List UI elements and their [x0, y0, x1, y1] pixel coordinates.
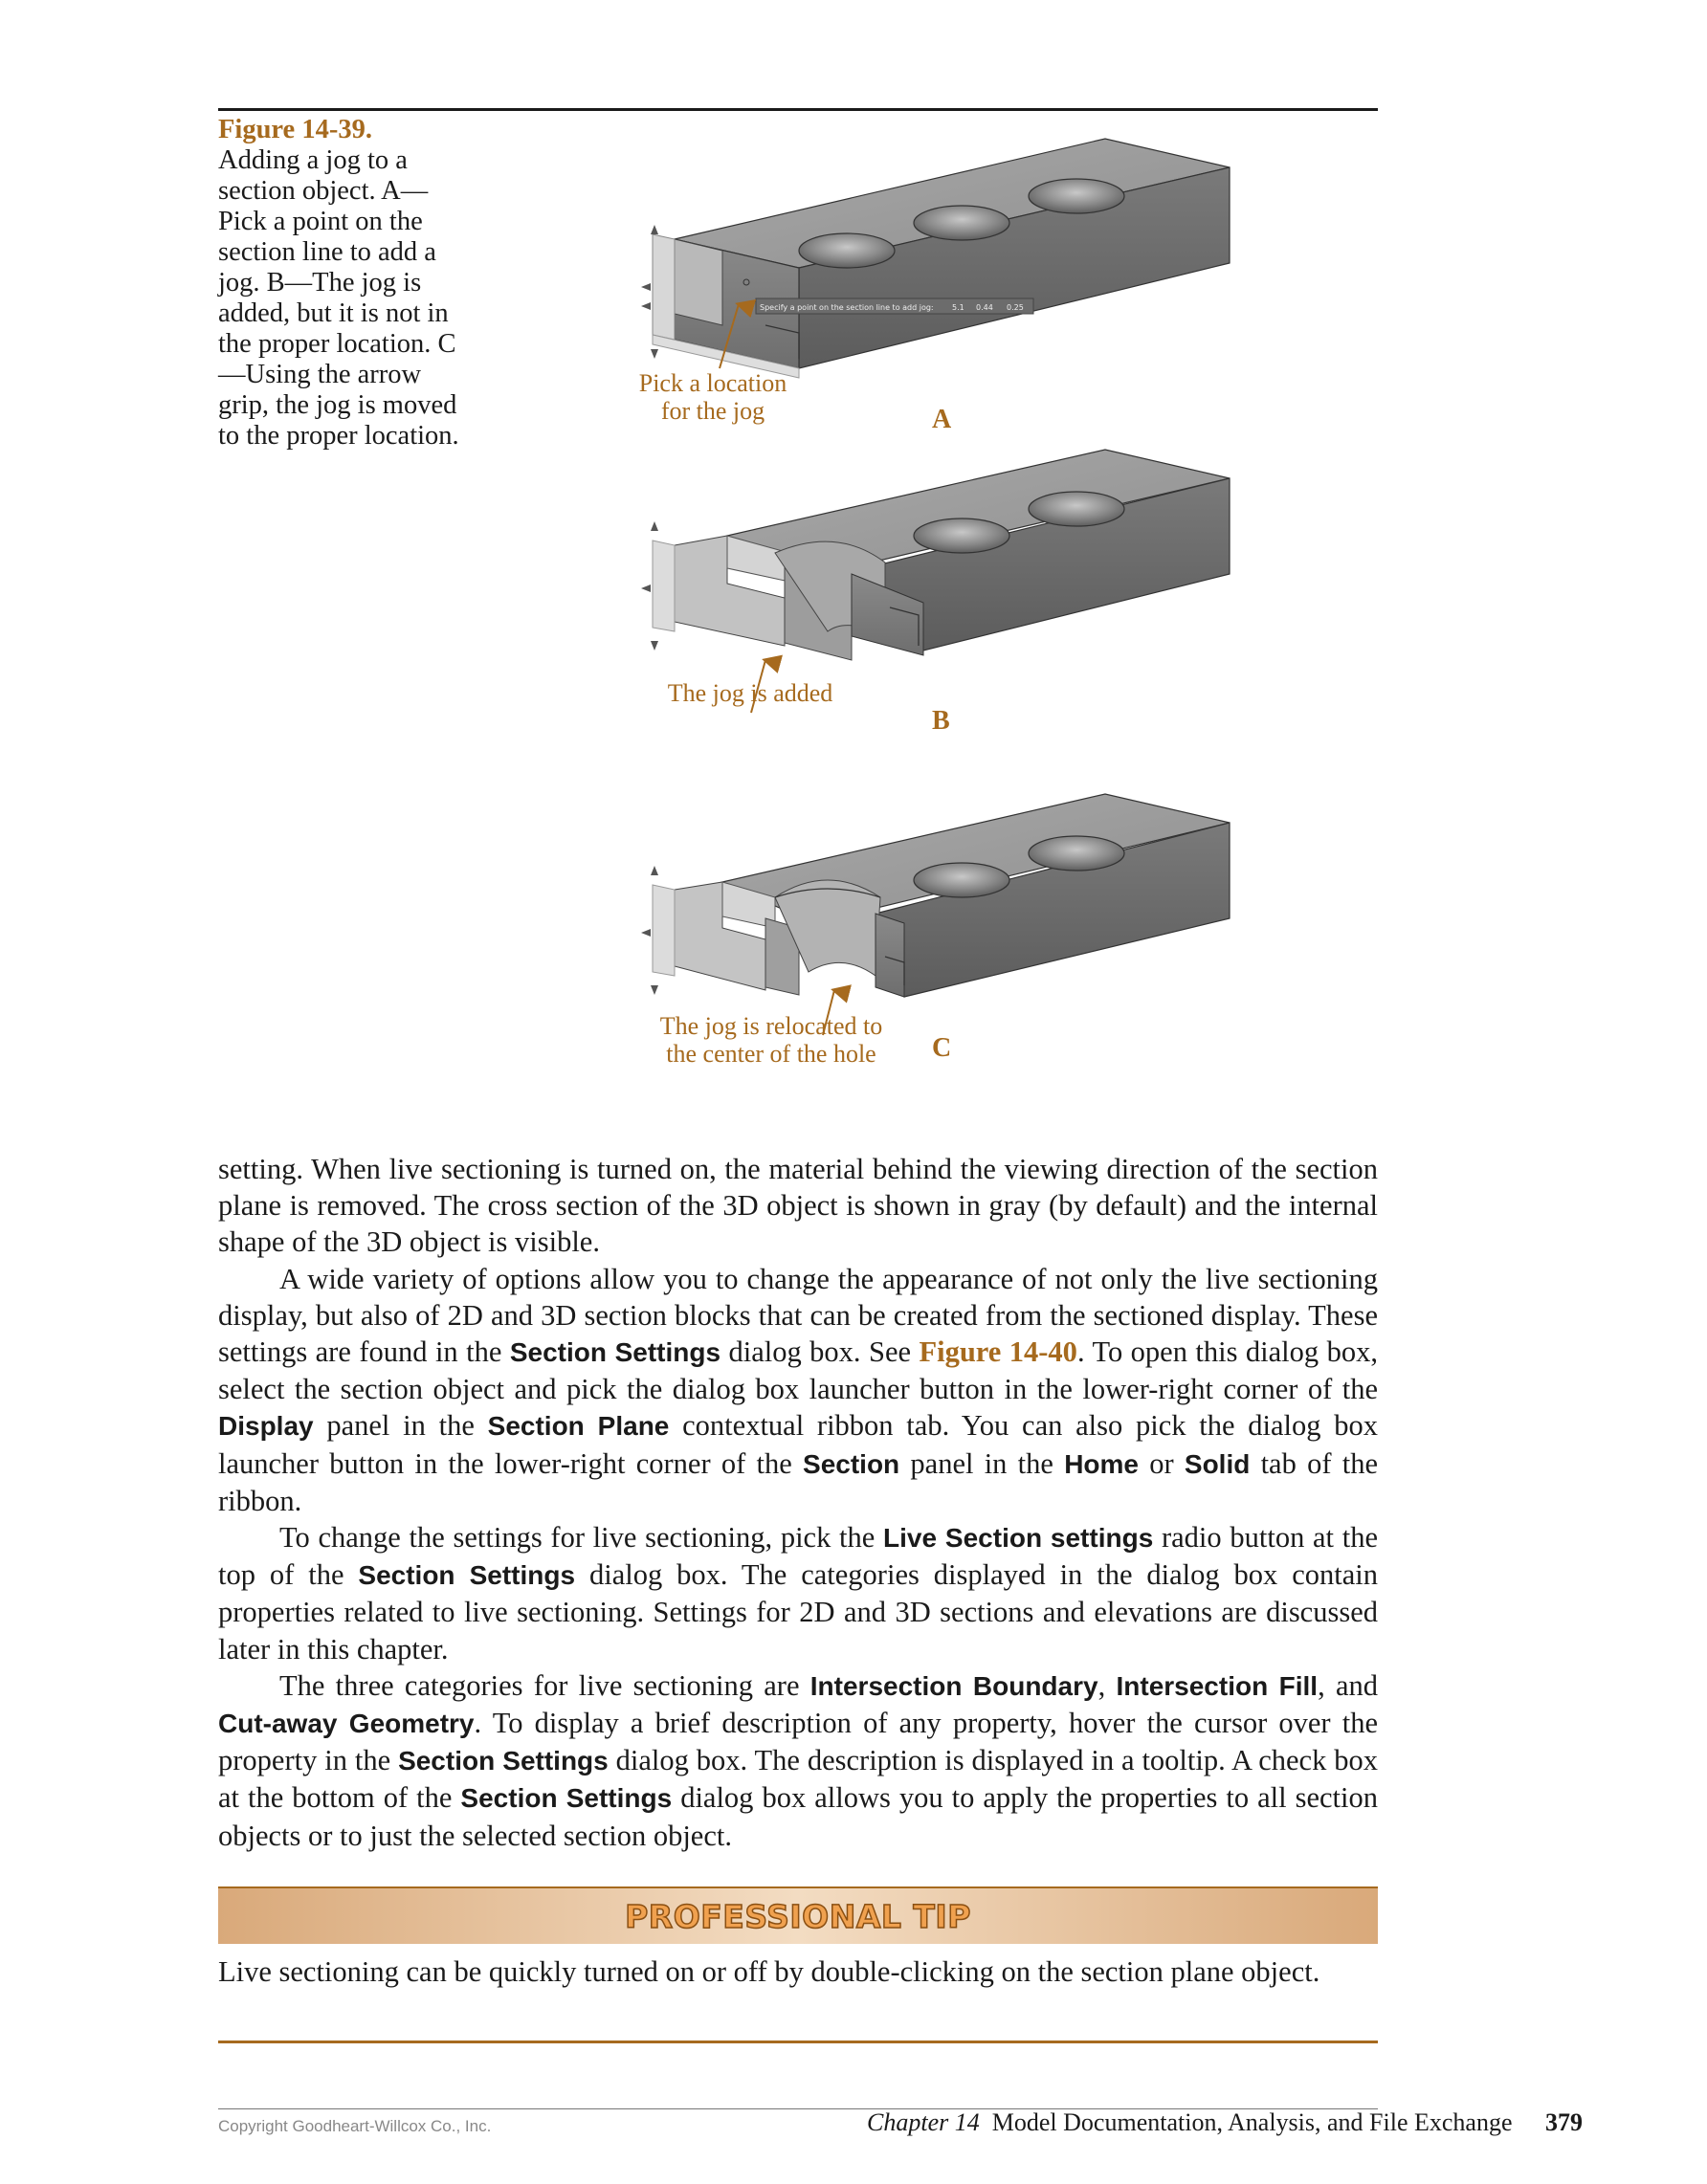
ui-term: Home: [1064, 1448, 1139, 1479]
paragraph-4: The three categories for live sectioning are Intersection Boundary, Intersection Fill, and Cut-away Geometry. To display a brief description of any property, hover the cursor over the property in the Section Settings dialog box. The description is displayed in a tooltip. A check box at the bottom of the Section Settings dialog box allows you to apply the properties to all section objects or to just the selected section object.: [218, 1668, 1379, 1852]
ui-term: Intersection Fill: [1116, 1670, 1319, 1701]
ui-term: Section: [803, 1448, 900, 1479]
ui-term: Section Settings: [398, 1746, 609, 1776]
panel-a-tooltip-value-3: 0.25: [1007, 303, 1024, 312]
tip-text: Live sectioning can be quickly turned on or off by double-clicking on the section plane object.: [218, 1955, 1320, 1988]
ui-term: Cut-away Geometry: [218, 1709, 475, 1739]
panel-b-label: B: [932, 706, 950, 736]
tip-title: PROFESSIONAL TIP: [625, 1897, 971, 1935]
ui-term: Solid: [1184, 1448, 1251, 1479]
chapter-title: Model Documentation, Analysis, and File Exchange: [991, 2108, 1513, 2136]
ui-term: Intersection Boundary: [809, 1670, 1098, 1701]
panel-b-callout: The jog is added: [667, 679, 833, 707]
paragraph-1: setting. When live sectioning is turned on, the material behind the viewing direction of the section plane is removed. The cross section of the 3D object is shown in gray (by default) and the internal shape of the 3D object is visible.: [218, 1153, 1378, 1259]
chapter-number: Chapter 14: [867, 2108, 980, 2136]
panel-a-label: A: [932, 405, 952, 434]
copyright: Copyright Goodheart-Willcox Co., Inc.: [218, 2117, 492, 2135]
ui-term: Section Settings: [460, 1783, 673, 1814]
tip-header: [218, 1888, 1378, 1944]
panel-c-block: [641, 794, 1230, 1035]
paragraph-3: To change the settings for live sectioning, pick the Live Section settings radio button at the top of the Section Settings dialog box. The categories displayed in the dialog box contain properties related to live sectioning. Settings for 2D and 3D sections and elevations are discussed later in this chapter.: [218, 1521, 1379, 1666]
footer-chapter: [867, 2108, 1583, 2137]
panel-a-block: [641, 139, 1230, 378]
figure-14-39: [632, 124, 1263, 1091]
panel-c-callout: The jog is relocated to the center of the hole: [659, 1012, 883, 1068]
ui-term: Section Settings: [358, 1560, 576, 1591]
figure-reference-link[interactable]: Figure 14-40: [919, 1335, 1077, 1369]
figure-caption-text: Adding a jog to a section object. A—Pick a point on the section line to add a jog. B—The jog is added, but it is not in the proper location. C—Using the arrow grip, the jog is moved to the proper location.: [218, 145, 459, 451]
ui-term: Section Plane: [487, 1411, 670, 1442]
figure-caption: [218, 115, 467, 452]
paragraph-2: A wide variety of options allow you to change the appearance of not only the live sectioning display, but also of 2D and 3D section blocks that can be created from the sectioned display. These settings are found in the Section Settings dialog box. See Figure 14-40. To open this dialog box, select the section object and pick the dialog box launcher button in the lower-right corner of the Display panel in the Section Plane contextual ribbon tab. You can also pick the dialog box launcher button in the lower-right corner of the Section panel in the Home or Solid tab of the ribbon.: [218, 1262, 1379, 1517]
panel-a-tooltip-value-2: 0.44: [976, 303, 993, 312]
tip-bottom-rule: [218, 2041, 1378, 2043]
panel-c-label: C: [932, 1033, 952, 1063]
panel-a-callout: Pick a location for the jog: [638, 369, 787, 425]
ui-term: Display: [218, 1411, 314, 1442]
panel-a-tooltip: Specify a point on the section line to add jog:: [760, 303, 934, 312]
panel-b-block: [641, 450, 1230, 713]
panel-a-tooltip-value-1: 5.1: [952, 303, 964, 312]
body-text: [218, 1151, 1378, 1854]
figure-number: Figure 14-39.: [218, 115, 372, 144]
top-rule: [218, 108, 1378, 111]
ui-term: Live Section settings: [883, 1523, 1154, 1554]
page-number: 379: [1545, 2108, 1583, 2136]
ui-term: Section Settings: [509, 1337, 721, 1368]
figure-illustration: [632, 124, 1263, 1091]
